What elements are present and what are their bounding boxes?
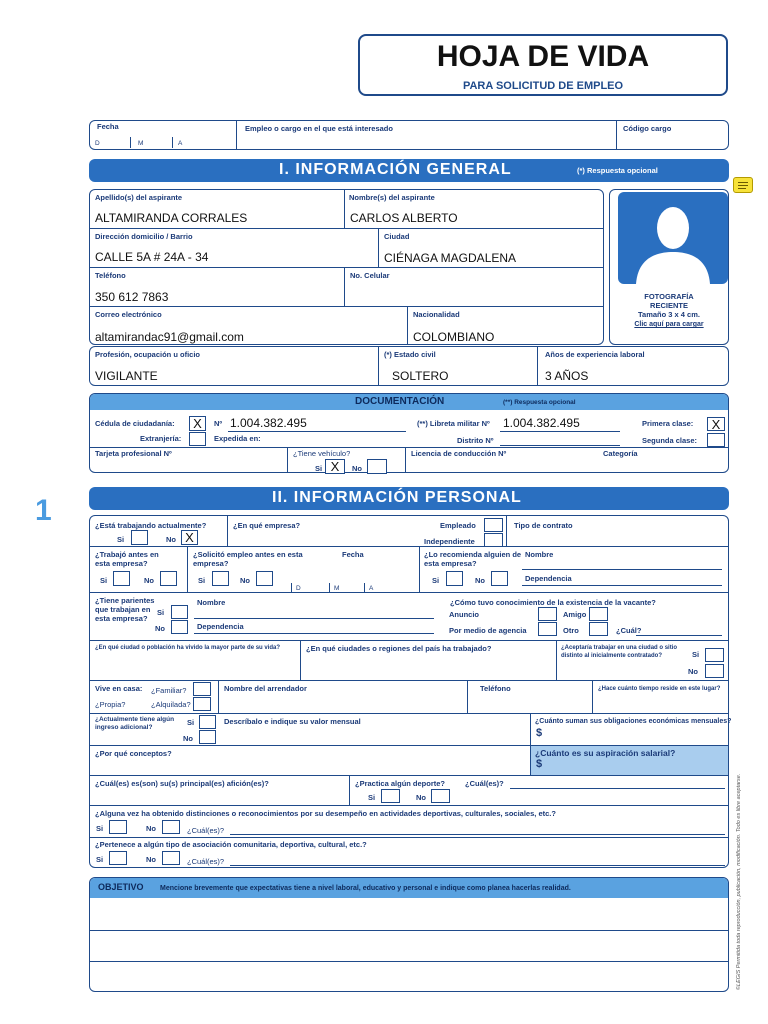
solicito-si[interactable] (212, 571, 229, 586)
aceptaria-no[interactable] (705, 664, 724, 678)
asociacion-no[interactable] (162, 851, 180, 865)
nacionalidad-value[interactable]: COLOMBIANO (413, 330, 495, 344)
libreta-value[interactable]: 1.004.382.495 (503, 416, 580, 430)
extranjeria-checkbox[interactable] (189, 432, 206, 446)
fecha-label: Fecha (97, 122, 119, 131)
form-title: HOJA DE VIDA (436, 40, 650, 73)
nombres-value[interactable]: CARLOS ALBERTO (350, 211, 458, 225)
objetivo-line-2[interactable] (90, 931, 728, 962)
familiar-checkbox[interactable] (193, 682, 211, 696)
vehiculo-si-checkbox[interactable]: X (325, 459, 345, 474)
section-1-header: I. INFORMACIÓN GENERAL (*) Respuesta opcional (89, 159, 729, 182)
objetivo-line-1[interactable] (90, 899, 728, 931)
trabajando-si-checkbox[interactable] (131, 530, 148, 545)
empleado-checkbox[interactable] (484, 518, 503, 532)
ingreso-si[interactable] (199, 715, 216, 729)
asociacion-si[interactable] (109, 851, 127, 865)
estado-civil-value[interactable]: SOLTERO (392, 369, 449, 383)
trabajo-antes-si[interactable] (113, 571, 130, 586)
trabajando-no-checkbox[interactable]: X (181, 530, 198, 545)
title-box (358, 34, 728, 96)
note-icon[interactable] (733, 177, 753, 193)
legal-note: ©LEGIS Permitida toda reproducción, publicación, modificación. Todo es libre aceptarse. (736, 773, 742, 990)
correo-value[interactable]: altamirandac91@gmail.com (95, 330, 244, 344)
page-marker-number: 1 (35, 494, 52, 527)
distinciones-si[interactable] (109, 820, 127, 834)
photo-upload-link[interactable]: Clic aquí para cargar (634, 321, 704, 328)
independiente-checkbox[interactable] (484, 533, 503, 547)
codigo-label: Código cargo (623, 124, 672, 133)
trabajo-antes-no[interactable] (160, 571, 177, 586)
form-subtitle: PARA SOLICITUD DE EMPLEO (462, 80, 624, 92)
cedula-checkbox[interactable]: X (189, 416, 206, 431)
deporte-no[interactable] (431, 789, 450, 803)
section-2-header: II. INFORMACIÓN PERSONAL (89, 487, 729, 510)
parientes-si[interactable] (171, 605, 188, 619)
otro-checkbox[interactable] (589, 622, 608, 636)
cedula-value[interactable]: 1.004.382.495 (230, 416, 307, 430)
direccion-value[interactable]: CALLE 5A # 24A - 34 (95, 250, 209, 264)
recomienda-no[interactable] (491, 571, 508, 586)
vehiculo-no-checkbox[interactable] (367, 459, 387, 474)
alquilada-checkbox[interactable] (193, 697, 211, 711)
segunda-clase-checkbox[interactable] (707, 433, 725, 447)
amigo-checkbox[interactable] (589, 607, 608, 621)
parientes-no[interactable] (171, 620, 188, 634)
primera-clase-checkbox[interactable]: X (707, 417, 725, 431)
photo-placeholder[interactable] (618, 192, 728, 284)
anuncio-checkbox[interactable] (538, 607, 557, 621)
distinciones-no[interactable] (162, 820, 180, 834)
recomienda-si[interactable] (446, 571, 463, 586)
person-icon (618, 192, 728, 284)
solicito-no[interactable] (256, 571, 273, 586)
objetivo-line-3[interactable] (90, 962, 728, 991)
aceptaria-si[interactable] (705, 648, 724, 662)
profesion-value[interactable]: VIGILANTE (95, 369, 158, 383)
ciudad-value[interactable]: CIÉNAGA MAGDALENA (384, 251, 517, 265)
agencia-checkbox[interactable] (538, 622, 557, 636)
telefono-value[interactable]: 350 612 7863 (95, 290, 169, 304)
apellidos-value[interactable]: ALTAMIRANDA CORRALES (95, 211, 248, 225)
empleo-label: Empleo o cargo en el que está interesado (245, 124, 393, 133)
experiencia-value[interactable]: 3 AÑOS (545, 369, 589, 383)
ingreso-no[interactable] (199, 730, 216, 744)
deporte-si[interactable] (381, 789, 400, 803)
